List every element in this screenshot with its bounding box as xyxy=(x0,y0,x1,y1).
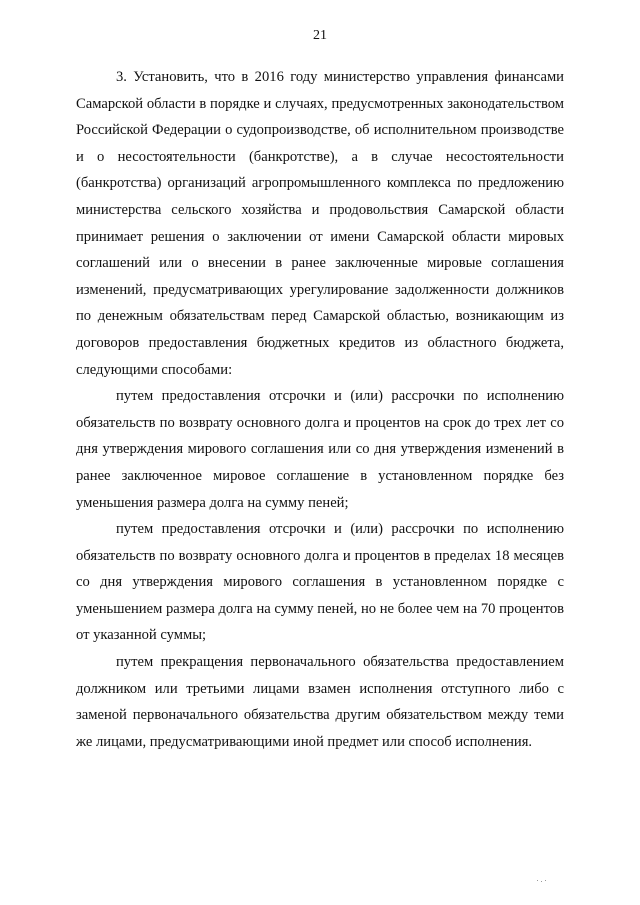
page-number: 21 xyxy=(313,28,327,43)
document-body xyxy=(76,64,564,755)
paragraph-method-reduction: путем предоставления отсрочки и (или) рассрочки по исполнению обязательств по возврату основного долга и процентов в пределах 18 месяцев со дня утверждения мирового соглашения в установленном порядке с уменьшением размера долга на сумму пеней, но не более чем на 70 процентов от указанной суммы; xyxy=(76,521,564,644)
paragraph-clause-3: 3. Установить, что в 2016 году министерство управления финансами Самарской области в порядке и случаях, предусмотренных законодательством Российской Федерации о судопроизводстве, об исполнительном производстве и о несостоятельности (банкротстве), а в случае несостоятельности (банкротства) организаций агропромышленного комплекса по предложению министерства сельского хозяйства и продовольствия Самарской области принимает решения о заключении от имени Самарской области мировых соглашений или о внесении в ранее заключенные мировые соглашения изменений, предусматривающих урегулирование задолженности должников по денежным обязательствам перед Самарской областью, возникающим из договоров предоставления бюджетных кредитов из областного бюджета, следующими способами: xyxy=(76,69,564,378)
paragraph-method-deferral: путем предоставления отсрочки и (или) рассрочки по исполнению обязательств по возврату основного долга и процентов на срок до трех лет со дня утверждения мирового соглашения или со дня утверждения изменений в ранее заключенное мировое соглашение в установленном порядке без уменьшения размера долга на сумму пеней; xyxy=(76,388,564,511)
scan-speck xyxy=(545,880,546,881)
scan-speck xyxy=(541,881,542,882)
paragraph-method-substitution: путем прекращения первоначального обязательства предоставлением должником или третьими лицами взамен исполнения отступного либо с заменой первоначального обязательства другим обязательством между теми же лицами, предусматривающими иной предмет или способ исполнения. xyxy=(76,654,564,750)
scan-speck xyxy=(537,880,538,881)
